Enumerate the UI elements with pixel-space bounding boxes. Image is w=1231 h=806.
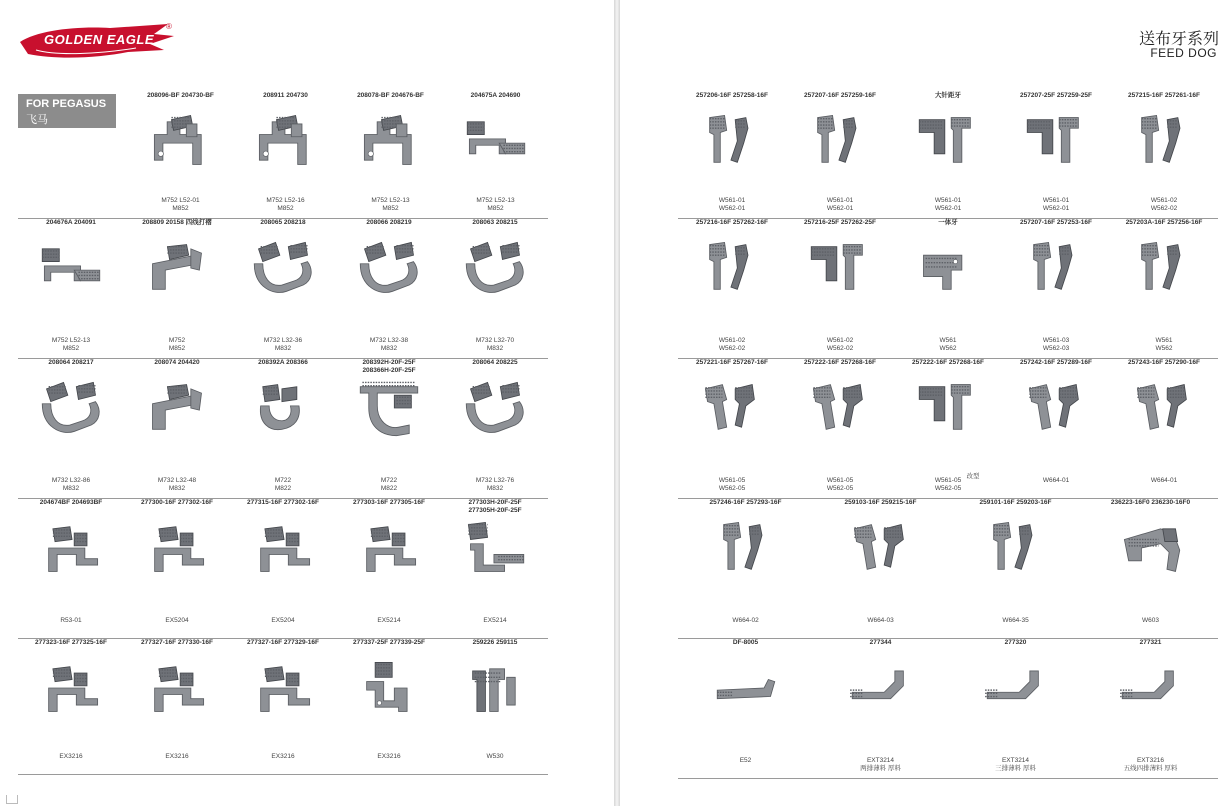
feed-dog-part-image [1023, 237, 1089, 304]
left-row [18, 359, 548, 499]
part-card [128, 92, 233, 219]
feed-dog-part-image [1131, 237, 1197, 304]
feed-dog-part-image [144, 237, 210, 304]
left-row [18, 92, 548, 219]
part-number-header: 277344 [869, 639, 892, 646]
part-number-header: 277327-16F 277329-16F [247, 639, 319, 646]
machine-model-caption: W561-02 W562-02 [718, 337, 746, 352]
part-card [894, 359, 1002, 499]
part-number-header: 257206-16F 257258-16F [696, 92, 768, 99]
catalog-page-right [620, 0, 1231, 806]
part-card [336, 359, 442, 499]
part-number-header: 208096-BF 204730-BF [147, 92, 214, 99]
part-number-header: 257203A-16F 257256-16F [1125, 219, 1203, 226]
part-card [230, 499, 336, 639]
series-title-zh: 送布牙系列 [1138, 31, 1219, 48]
part-number-header: 259103-16F 259215-16F [844, 499, 917, 506]
part-card [336, 499, 442, 639]
part-card [1083, 639, 1218, 779]
part-card [442, 219, 548, 359]
part-card [18, 639, 124, 775]
part-card [1110, 359, 1218, 499]
machine-model-caption: W530 [486, 753, 504, 760]
part-number-header: 257207-16F 257253-16F [1020, 219, 1092, 226]
left-row [18, 639, 548, 775]
feed-dog-part-image [462, 657, 528, 724]
machine-model-caption: W664-01 [1042, 477, 1070, 484]
part-card [894, 92, 1002, 219]
feed-dog-part-image [144, 517, 210, 584]
part-number-header: 277321 [1139, 639, 1162, 646]
part-card [443, 92, 548, 219]
machine-model-caption: W561-01 W562-01 [934, 197, 962, 212]
part-card [1110, 92, 1218, 219]
machine-model-caption: W664-35 [1002, 617, 1029, 624]
machine-model-caption: W561-02 W562-02 [826, 337, 854, 352]
machine-model-caption: M752 L52-16 M852 [266, 197, 305, 212]
part-card [442, 359, 548, 499]
machine-model-caption: M732 L32-38 M832 [369, 337, 409, 352]
part-number-header: 257246-16F 257293-16F [709, 499, 782, 506]
part-number-header: 一体牙 [938, 219, 958, 226]
part-number-header: 259101-16F 259203-16F [979, 499, 1052, 506]
feed-dog-part-image [699, 237, 765, 304]
part-number-header: 259226 259115 [472, 639, 518, 646]
part-number-header: 208911 204730 [263, 92, 308, 99]
machine-model-caption: M752 M852 [168, 337, 186, 352]
machine-model-caption: EXT3214 三排薄料 厚料 [995, 757, 1036, 772]
machine-model-caption: W664-02 [732, 617, 759, 624]
machine-model-caption: EX3216 [271, 753, 295, 760]
row-divider [678, 778, 1218, 779]
feed-dog-part-image [807, 110, 873, 177]
part-number-header: 257221-16F 257267-16F [696, 359, 768, 366]
part-number-header: 277315-16F 277302-16F [247, 499, 319, 506]
part-number-header: 277300-16F 277302-16F [141, 499, 213, 506]
part-number-header: 257242-16F 257289-16F [1020, 359, 1092, 366]
machine-model-caption: E52 [739, 757, 752, 764]
part-card [813, 499, 948, 639]
part-number-header: 257222-16F 257268-16F [912, 359, 984, 366]
part-card [336, 219, 442, 359]
machine-model-caption: W561 W562 [1155, 337, 1173, 352]
part-card [1083, 499, 1218, 639]
right-row [678, 639, 1218, 779]
machine-model-caption: M752 L52-13 M852 [371, 197, 410, 212]
feed-dog-part-image [1118, 517, 1184, 584]
part-card [786, 219, 894, 359]
part-number-header: 大针距牙 [935, 92, 961, 99]
golden-eagle-logo [18, 20, 178, 62]
part-number-header: 277337-25F 277339-25F [353, 639, 425, 646]
part-number-header: 257243-16F 257290-16F [1128, 359, 1200, 366]
brand-label-zh: 飞马 [26, 114, 48, 126]
machine-model-caption: EX3216 [165, 753, 189, 760]
series-title-en: FEED DOG [1150, 46, 1217, 60]
feed-dog-part-image [250, 377, 316, 444]
feed-dog-part-image [983, 517, 1049, 584]
feed-dog-part-image [807, 377, 873, 444]
feed-dog-part-image [38, 517, 104, 584]
part-card [233, 92, 338, 219]
machine-model-caption: M752 L52-01 M852 [161, 197, 200, 212]
feed-dog-part-image [848, 657, 914, 724]
part-card [18, 359, 124, 499]
machine-model-caption: W603 [1142, 617, 1159, 624]
part-number-header: 208065 208218 [260, 219, 306, 226]
part-card [813, 639, 948, 779]
machine-model-caption: EX5204 [271, 617, 295, 624]
part-card [678, 219, 786, 359]
part-card [786, 359, 894, 499]
feed-dog-part-image [356, 377, 422, 444]
feed-dog-part-image [1118, 657, 1184, 724]
right-row [678, 499, 1218, 639]
machine-model-caption: W561-05 W562-05 [826, 477, 854, 492]
part-number-header: 208064 208225 [472, 359, 518, 366]
part-card [948, 499, 1083, 639]
machine-model-caption: W561-01 W562-01 [718, 197, 746, 212]
machine-model-caption: M732 L32-36 M832 [263, 337, 303, 352]
part-card [948, 639, 1083, 779]
machine-model-caption: M732 L32-76 M832 [475, 477, 515, 492]
part-number-header: DF-8005 [732, 639, 759, 646]
feed-dog-part-image [463, 110, 529, 177]
machine-model-caption: R53-01 [60, 617, 82, 624]
part-number-header: 236223-16F0 236230-16F0 [1110, 499, 1191, 506]
feed-dog-part-image [144, 377, 210, 444]
feed-dog-part-image [807, 237, 873, 304]
part-card [1002, 359, 1110, 499]
part-card [230, 359, 336, 499]
machine-model-caption: EX5214 [483, 617, 507, 624]
feed-dog-part-image [144, 657, 210, 724]
modified-note: 改型 [966, 473, 980, 480]
part-card [678, 359, 786, 499]
feed-dog-part-image [713, 517, 779, 584]
feed-dog-part-image [250, 517, 316, 584]
part-card [336, 639, 442, 775]
feed-dog-part-image [38, 377, 104, 444]
feed-dog-part-image [462, 377, 528, 444]
part-number-header: 277303H-20F-25F 277305H-20F-25F [468, 499, 522, 514]
feed-dog-part-image [358, 110, 424, 177]
machine-model-caption: M732 L32-70 M832 [475, 337, 515, 352]
feed-dog-part-image [915, 110, 981, 177]
feed-dog-part-image [356, 237, 422, 304]
machine-model-caption: W561-01 W562-01 [1042, 197, 1070, 212]
feed-dog-part-image [848, 517, 914, 584]
catalog-page-left [0, 0, 614, 806]
feed-dog-part-image [1131, 377, 1197, 444]
machine-model-caption: EX3216 [59, 753, 83, 760]
right-row [678, 359, 1218, 499]
part-number-header: 277323-16F 277325-16F [35, 639, 107, 646]
feed-dog-part-image [983, 657, 1049, 724]
part-number-header: 277320 [1004, 639, 1027, 646]
part-number-header: 257207-16F 257259-16F [804, 92, 876, 99]
part-number-header: 208064 208217 [48, 359, 94, 366]
machine-model-caption: W561-03 W562-03 [1042, 337, 1070, 352]
feed-dog-part-image [250, 237, 316, 304]
feed-dog-part-image [462, 517, 528, 584]
part-number-header: 208392H-20F-25F 208366H-20F-25F [362, 359, 416, 374]
part-number-header: 257215-16F 257261-16F [1128, 92, 1200, 99]
right-row [678, 219, 1218, 359]
feed-dog-part-image [462, 237, 528, 304]
machine-model-caption: EXT3214 两排薄料 厚料 [860, 757, 901, 772]
row-divider [18, 774, 548, 775]
machine-model-caption: M732 L32-86 M832 [51, 477, 91, 492]
feed-dog-part-image [1131, 110, 1197, 177]
machine-model-caption: W664-03 [867, 617, 894, 624]
part-card [442, 639, 548, 775]
part-card [338, 92, 443, 219]
machine-model-caption: W561-05 W562-05 [934, 477, 962, 492]
feed-dog-part-image [915, 237, 981, 304]
machine-model-caption: M752 L52-13 M852 [476, 197, 515, 212]
part-card [124, 639, 230, 775]
part-card [124, 499, 230, 639]
part-card [18, 499, 124, 639]
machine-model-caption: EX5204 [165, 617, 189, 624]
feed-dog-part-image [699, 377, 765, 444]
logo-text: GOLDEN EAGLE [44, 32, 155, 47]
left-row [18, 499, 548, 639]
part-number-header: 208074 204420 [154, 359, 200, 366]
part-card [1002, 219, 1110, 359]
part-number-header: 277303-16F 277305-16F [353, 499, 425, 506]
part-number-header: 204676A 204091 [46, 219, 96, 226]
part-card [678, 499, 813, 639]
feed-dog-part-image [356, 657, 422, 724]
machine-model-caption: M722 M822 [274, 477, 292, 492]
part-number-header: 257207-25F 257259-25F [1020, 92, 1092, 99]
part-card [124, 359, 230, 499]
part-card [678, 92, 786, 219]
part-card [786, 92, 894, 219]
part-number-header: 208809 20158 四线打褶 [142, 219, 212, 226]
feed-dog-part-image [713, 657, 779, 724]
part-number-header: 277327-16F 277330-16F [141, 639, 213, 646]
part-card [894, 219, 1002, 359]
page-corner-icon [6, 795, 18, 804]
machine-model-caption: EX5214 [377, 617, 401, 624]
left-row [18, 219, 548, 359]
part-number-header: 257216-16F 257262-16F [696, 219, 768, 226]
part-number-header: 208063 208215 [472, 219, 518, 226]
machine-model-caption: W561-02 W562-02 [1150, 197, 1178, 212]
machine-model-caption: M722 M822 [380, 477, 398, 492]
part-card [124, 219, 230, 359]
part-card [678, 639, 813, 779]
brand-label-en: FOR PEGASUS [26, 98, 107, 110]
registered-mark: ® [166, 22, 172, 31]
part-number-header: 208066 208219 [366, 219, 412, 226]
part-number-header: 204674BF 204693BF [39, 499, 103, 506]
machine-model-caption: W561-01 W562-01 [826, 197, 854, 212]
part-number-header: 208078-BF 204676-BF [357, 92, 424, 99]
part-card [1110, 219, 1218, 359]
feed-dog-part-image [1023, 377, 1089, 444]
part-number-header: 257216-25F 257262-25F [804, 219, 876, 226]
part-number-header: 257222-16F 257268-16F [804, 359, 876, 366]
right-row [678, 92, 1218, 219]
feed-dog-part-image [38, 237, 104, 304]
part-card [1002, 92, 1110, 219]
part-number-header: 208392A 208366 [258, 359, 308, 366]
feed-dog-part-image [38, 657, 104, 724]
machine-model-caption: EX3216 [377, 753, 401, 760]
part-number-header: 204675A 204690 [470, 92, 521, 99]
feed-dog-part-image [356, 517, 422, 584]
part-card [18, 219, 124, 359]
machine-model-caption: W664-01 [1150, 477, 1178, 484]
machine-model-caption: M732 L32-48 M832 [157, 477, 197, 492]
feed-dog-part-image [1023, 110, 1089, 177]
machine-model-caption: M752 L52-13 M852 [51, 337, 91, 352]
feed-dog-part-image [915, 377, 981, 444]
feed-dog-part-image [250, 657, 316, 724]
machine-model-caption: W561 W562 [939, 337, 957, 352]
machine-model-caption: EXT3216 五线四排薄料 厚料 [1123, 757, 1178, 772]
part-card [230, 639, 336, 775]
feed-dog-part-image [253, 110, 319, 177]
feed-dog-part-image [699, 110, 765, 177]
feed-dog-part-image [148, 110, 214, 177]
machine-model-caption: W561-05 W562-05 [718, 477, 746, 492]
part-card [230, 219, 336, 359]
part-card [442, 499, 548, 639]
